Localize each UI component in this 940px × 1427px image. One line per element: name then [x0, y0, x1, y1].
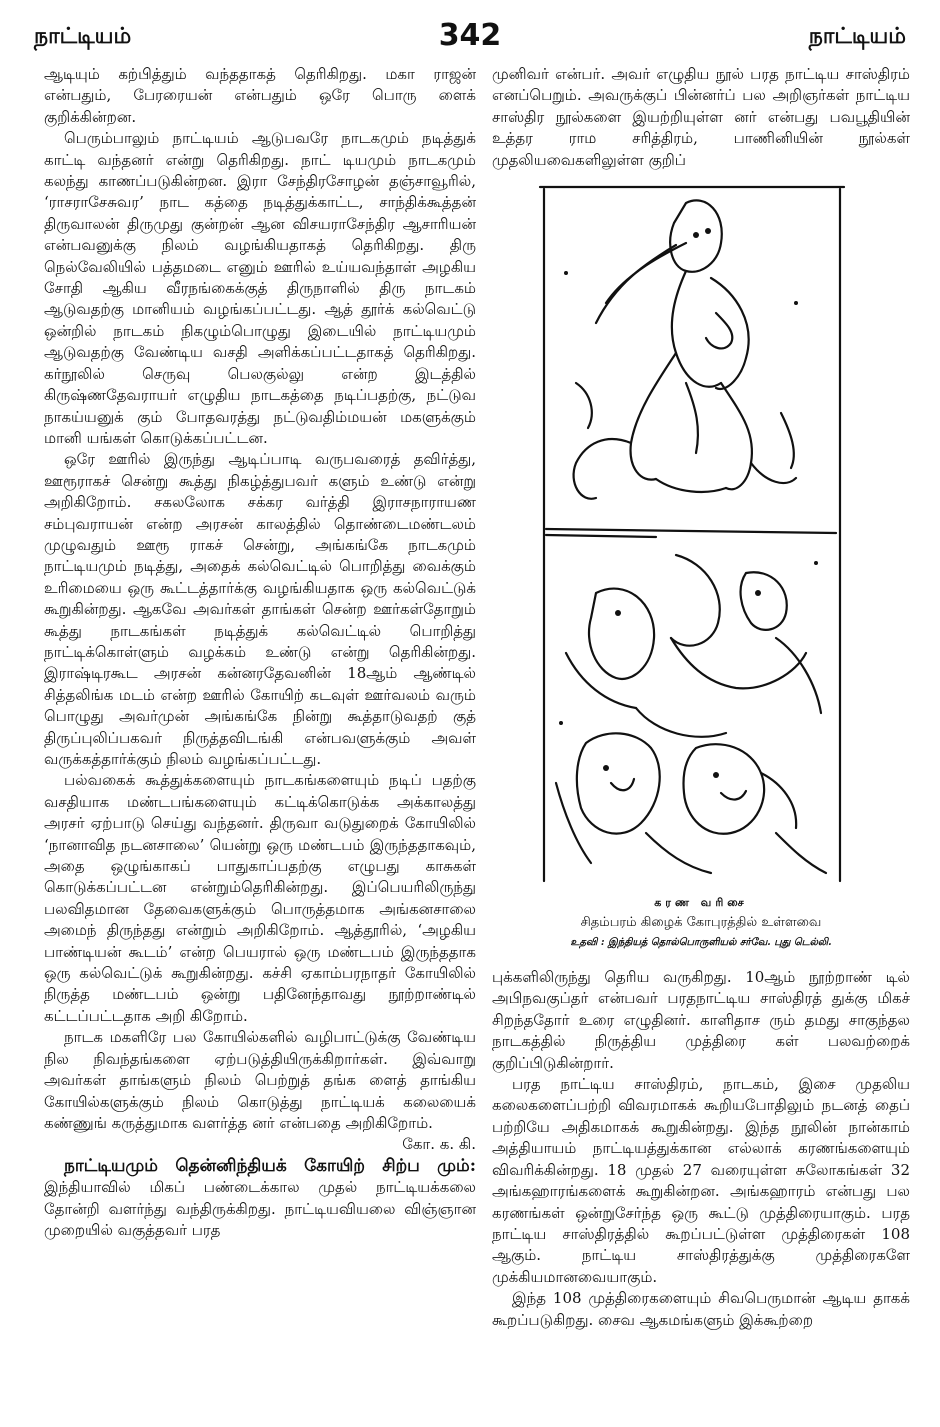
- paragraph: பரத நாட்டிய சாஸ்திரம், நாடகம், இசை முதலிய கலைகளைப்பற்றி விவரமாகக் கூறியபோதிலும் நடனத் தைப் பற்றியே அதிகமாகக் கூறுகின்றது. இந்த நூலின் நான்காம் அத்தியாயம் நாட்டியத்துக்கான எல்லாக் கரணங்களையும் விவரிக்கின்றது. 18 முதல் 27 வரையுள்ள சுலோகங்கள் 32 அங்கஹாரங்களைக் கூறுகின்றன. அங்கஹாரம் என்பது பல கரணங்கள் ஒன்றுசேர்ந்த ஒரு கூட்டு முத்திரையாகும். பரத நாட்டிய சாஸ்திரத்தில் கூறப்பட்டுள்ள முத்திரைகள் 108 ஆகும். நாட்டிய சாஸ்திரத்துக்கு முத்திரைகளே முக்கியமானவையாகும்.: [492, 1075, 910, 1286]
- caption-credit: உதவி : இந்தியத் தொல்பொருளியல் சர்வே. புது டெல்லி.: [570, 937, 832, 949]
- page-header: [34, 18, 906, 58]
- right-column-text: [492, 967, 910, 1331]
- temple-sculpture-image: [536, 183, 848, 887]
- paragraph: புக்களிலிருந்து தெரிய வருகிறது. 10ஆம் நூற்றாண் டில் அபிநவகுப்தர் என்பவர் பரதநாட்டிய சாஸ்திரத் துக்கு மிகச் சிறந்ததோர் உரை எழுதினர். காளிதாச ரும் தமது சாகுந்தல நாடகத்தில் நிருத்திய முத்திரை கள் பலவற்றைக் குறிப்பிடுகின்றார்.: [492, 968, 910, 1072]
- left-column: [44, 64, 476, 1409]
- caption-title: கரண வரிசை: [654, 896, 748, 910]
- running-title-right: நாட்டியம்: [808, 24, 906, 49]
- figure-caption: [492, 893, 910, 953]
- paragraph: இந்த 108 முத்திரைகளையும் சிவபெருமான் ஆடிய தாகக் கூறப்படுகிறது. சைவ ஆகமங்களும் இக்கூற்றை: [492, 1289, 910, 1329]
- temple-sculpture-figure: [536, 183, 848, 887]
- section-heading-paragraph: [44, 1156, 476, 1242]
- paragraph: ஆடியும் கற்பித்தும் வந்ததாகத் தெரிகிறது. மகா ராஜன் என்பதும், பேரரையன் என்பதும் ஒரே பொரு ளைக் குறிக்கின்றன.: [44, 65, 476, 126]
- section-text: இந்தியாவில் மிகப் பண்டைக்கால முதல் நாட்டியக்கலை தோன்றி வளர்ந்து வந்திருக்கிறது. நாட்டியவியலை விஞ்ஞான முறையில் வகுத்தவர் பரத: [44, 1178, 476, 1239]
- right-column: [492, 64, 910, 1409]
- paragraph: முனிவர் என்பர். அவர் எழுதிய நூல் பரத நாட்டிய சாஸ்திரம் எனப்பெறும். அவருக்குப் பின்னர்ப் பல அறிஞர்கள் நாட்டிய சாஸ்திர நூல்களை இயற்றியுள்ள னர் என்பது பவபூதியின் உத்தர ராம சரித்திரம், பாணினியின் நூல்கள் முதலியவைகளிலுள்ள குறிப்: [492, 65, 910, 169]
- section-heading: நாட்டியமும் தென்னிந்தியக் கோயிற் சிற்ப மும்:: [64, 1155, 476, 1176]
- running-title-left: நாட்டியம்: [34, 24, 132, 49]
- page-number: 342: [438, 18, 502, 53]
- paragraph: நாடக மகளிரே பல கோயில்களில் வழிபாட்டுக்கு வேண்டிய நில நிவந்தங்களை ஏற்படுத்தியிருக்கிறார்கள். இவ்வாறு அவர்கள் தாங்களும் நிலம் பெற்றுத் தங்க ளைத் தாங்கிய கோயில்களுக்கும் நிலம் கொடுத்து நாட்டியக் கலையைக் கண்ணுங் கருத்துமாக வளர்த்த னர் என்பதை அறிகிறோம்.: [44, 1028, 476, 1132]
- paragraph: பெரும்பாலும் நாட்டியம் ஆடுபவரே நாடகமும் நடித்துக் காட்டி வந்தனர் என்று தெரிகிறது. நாட் டியமும் நாடகமும் கலந்து காணப்படுகின்றன. இரா சேந்திரசோழன் தஞ்சாவூரில், ‘ராசராசேசுவர’ நாட கத்தை நடித்துக்காட்ட, சாந்திக்கூத்தன் திருவாலன் திருமுது குன்றன் ஆன விசயராசேந்திர ஆசாரியன் என்பவனுக்கு நிலம் வழங்கியதாகத் தெரிகிறது. திரு நெல்வேலியில் பத்தமடை எனும் ஊரில் உய்யவந்தாள் அழகிய சோதி ஆகிய வீரநங்கைக்குத் திருநாளில் திரு நாடகம் ஆடுவதற்கு மானியம் வழங்கப்பட்டது. ஆத் தூர்க் கல்வெட்டு ஒன்றில் நாடகம் நிகழும்பொழுது இடையில் நாட்டியமும் ஆடுவதற்கு வேண்டிய வசதி அளிக்கப்பட்டதாகத் தெரிகிறது. கர்நூலில் செருவு பெலகுல்லு என்ற இடத்தில் கிருஷ்ணதேவராயர் எழுதிய நாடகத்தை நடிப்பதற்கு, நட்டுவ நாகய்யனுக் கும் போதவரத்து நட்டுவதிம்மயன் மகளுக்கும் மானி யங்கள் கொடுக்கப்பட்டன.: [44, 129, 476, 447]
- caption-description: சிதம்பரம் கிழைக் கோபுரத்தில் உள்ளவை: [580, 915, 822, 931]
- author-initials: கோ. க. கி.: [402, 1135, 476, 1154]
- paragraph: ஒரே ஊரில் இருந்து ஆடிப்பாடி வருபவரைத் தவிர்த்து, ஊரூராகச் சென்று கூத்து நிகழ்த்துபவர் களும் உண்டு என்று அறிகிறோம். சகலலோக சக்கர வர்த்தி இராசநாராயண சம்புவராயன் என்ற அரசன் காலத்தில் தொண்டைமண்டலம் முழுவதும் ஊரூ ராகச் சென்று, அங்கங்கே நாடகமும் நாட்டியமும் நடித்து, அதைக் கல்வெட்டில் பொறித்து வைக்கும் உரிமையை ஒரு கூட்டத்தார்க்கு வழங்கியதாக ஒரு கல்வெட்டுக் கூறுகின்றது. ஆகவே அவர்கள் தாங்கள் சென்ற ஊர்கள்தோறும் கூத்து நாடகங்கள் நடித்துக் கல்வெட்டில் பொறித்து நாட்டிக்கொள்ளும் வழக்கம் உண்டு என்று தெரிகின்றது. இராஷ்டிரகூட அரசன் கன்னரதேவனின் 18ஆம் ஆண்டில் சித்தலிங்க மடம் என்ற ஊரில் கோயிற் கடவுள் ஊர்வலம் வரும் பொழுது அவர்முன் அங்கங்கே நின்று கூத்தாடுவதற் குத் திருப்புலிப்பகவர் நிருத்தவிடங்கி என்பவளுக்கும் அவள் வருக்கத்தார்க்கும் நிலம் வழங்கப்பட்டது.: [44, 450, 476, 768]
- paragraph: பல்வகைக் கூத்துக்களையும் நாடகங்களையும் நடிப் பதற்கு வசதியாக மண்டபங்களையும் கட்டிக்கொடுக்க அக்காலத்து அரசர் ஏற்பாடு செய்து வந்தனர். திருவா வடுதுறைக் கோயிலில் ‘நானாவித நடனசாலை’ யென்று ஒரு மண்டபம் இருந்ததாகவும், அதை ஒழுங்காகப் பாதுகாப்பதற்கு எழுபது காசுகள் கொடுக்கப்பட்டன என்றும்தெரிகின்றது. இப்பெயரிலிருந்து பலவிதமான தேவைகளுக்கும் பொருத்தமாக அங்கனசாலை அமைந் திருந்தது என்றும் அறிகிறோம். ஆத்தூரில், ‘அழகிய பாண்டியன் கூடம்’ என்ற பெயரால் ஒரு மண்டபம் இருந்ததாக ஒரு கல்வெட்டுக் கூறுகின்றது. கச்சி ஏகாம்பரநாதர் கோயிலில் நிருத்த மண்டபம் ஒன்று பதினேந்தாவது நூற்றாண்டில் கட்டப்பட்டதாக அறி கிறோம்.: [44, 771, 476, 1025]
